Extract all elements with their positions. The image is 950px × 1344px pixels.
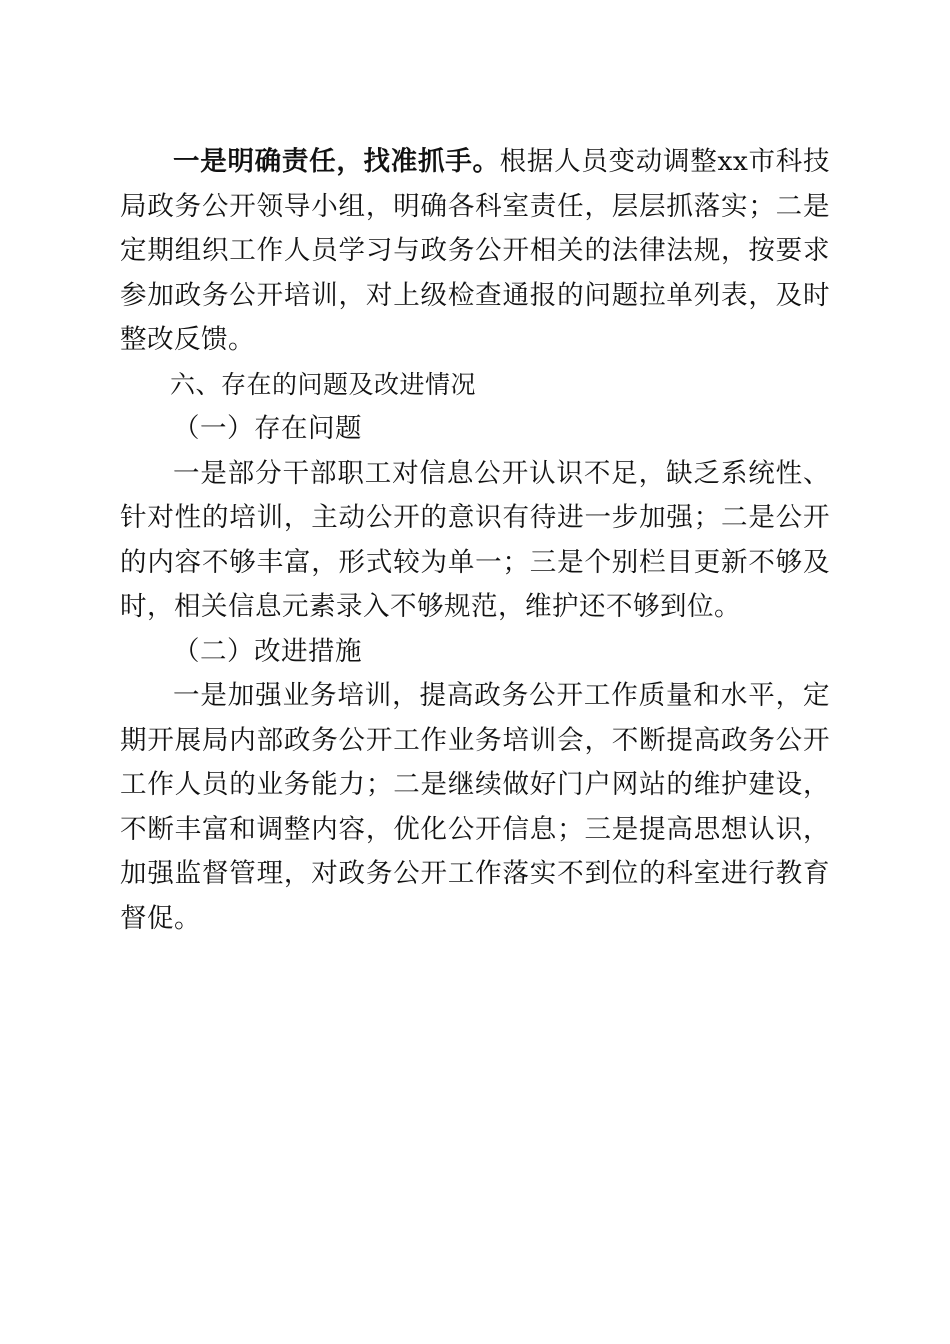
paragraph-lead: 一是明确责任，找准抓手。 — [173, 146, 500, 177]
document-body — [120, 140, 830, 941]
subheading-existing-problems: （一）存在问题 — [173, 413, 362, 444]
subheading-improvement-measures: （二）改进措施 — [173, 635, 362, 667]
paragraph-problems: 一是部分干部职工对信息公开认识不足，缺乏系统性、针对性的培训，主动公开的意识有待进一步加强；二是公开的内容不够丰富，形式较为单一；三是个别栏目更新不够及时，相关信息元素录入不够规范，维护还不够到位。 — [120, 457, 830, 622]
paragraph-measures: 一是加强业务培训，提高政务公开工作质量和水平，定期开展局内部政务公开工作业务培训会，不断提高政务公开工作人员的业务能力；二是继续做好门户网站的维护建设，不断丰富和调整内容，优化公开信息；三是提高思想认识，加强监督管理，对政务公开工作落实不到位的科室进行教育督促。 — [120, 680, 830, 934]
section-heading-problems: 六、存在的问题及改进情况 — [170, 369, 477, 399]
paragraph-text: 根据人员变动调整xx市科技局政务公开领导小组，明确各科室责任，层层抓落实；二是定期组织工作人员学习与政务公开相关的法律法规，按要求参加政务公开培训，对上级检查通报的问题拉单列表，及时整改反馈。 — [120, 146, 831, 355]
paragraph-responsibility — [120, 140, 830, 363]
